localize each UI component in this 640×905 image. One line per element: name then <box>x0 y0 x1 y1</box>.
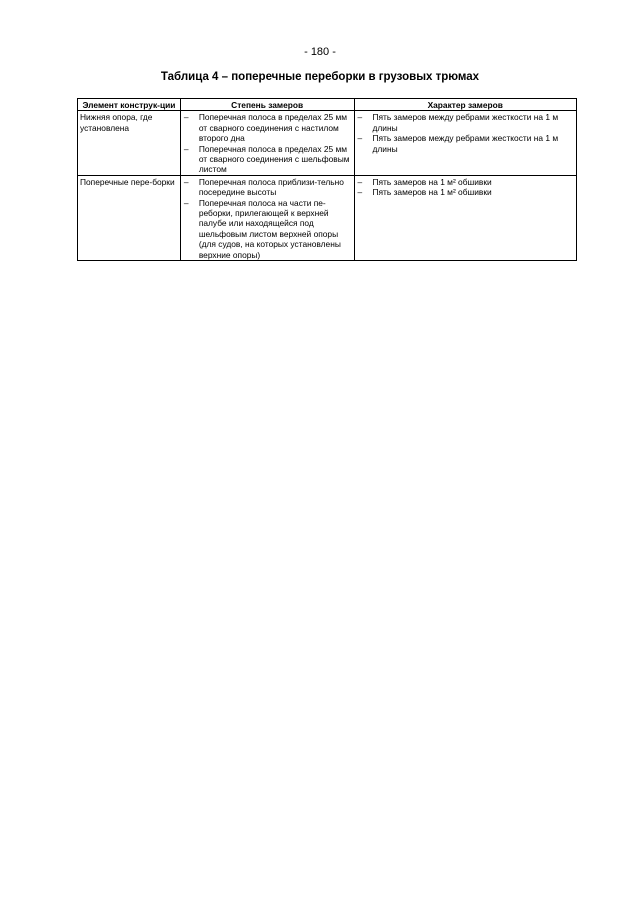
list-item <box>357 187 575 197</box>
table-row <box>78 111 577 175</box>
cell-degree <box>180 175 354 260</box>
column-header-element: Элемент конструк-ции <box>78 99 181 111</box>
list-item <box>357 133 575 154</box>
character-list <box>357 177 575 198</box>
column-header-character: Характер замеров <box>354 99 577 111</box>
column-header-degree: Степень замеров <box>180 99 354 111</box>
cell-element <box>78 175 181 260</box>
table-row <box>78 175 577 260</box>
list-item <box>183 144 352 175</box>
list-item <box>357 177 575 187</box>
list-item-text: Поперечная полоса в пределах 25 мм от сварного соединения с настилом второго дна <box>198 112 347 144</box>
table-title: Таблица 4 – поперечные переборки в грузовых трюмах <box>160 71 480 83</box>
list-item-text: Пять замеров между ребрами жесткости на 1 м длины <box>372 112 559 133</box>
dash-bullet: – <box>183 197 189 208</box>
dash-bullet: – <box>357 112 363 123</box>
character-list <box>357 112 575 154</box>
list-item <box>357 112 575 133</box>
list-item <box>183 198 352 260</box>
cell-element <box>78 111 181 175</box>
table-header-row <box>78 99 577 111</box>
dash-bullet: – <box>357 133 363 144</box>
list-item-text: Поперечная полоса приблизи-тельно посередине высоты <box>198 176 344 198</box>
degree-list <box>183 112 352 174</box>
dash-bullet: – <box>357 187 363 198</box>
cell-degree <box>180 111 354 175</box>
dash-bullet: – <box>357 176 363 187</box>
page-number: - 180 - <box>304 46 336 58</box>
dash-bullet: – <box>183 176 189 187</box>
element-text: Нижняя опора, где установлена <box>80 112 153 133</box>
list-item-text: Поперечная полоса в пределах 25 мм от сварного соединения с шельфовым листом <box>198 143 350 175</box>
cell-character <box>354 175 577 260</box>
list-item <box>183 177 352 198</box>
element-text: Поперечные пере-борки <box>80 176 175 187</box>
degree-list <box>183 177 352 260</box>
cell-character <box>354 111 577 175</box>
measurements-table <box>77 98 577 261</box>
dash-bullet: – <box>183 112 189 123</box>
list-item-text: Пять замеров на 1 м² обшивки <box>372 187 492 198</box>
dash-bullet: – <box>183 143 189 154</box>
list-item-text: Пять замеров между ребрами жесткости на 1 м длины <box>372 133 559 154</box>
list-item-text: Поперечная полоса на части пе-реборки, прилегающей к верхней палубе или находящейся под шельфовым листом верхней опоры (для судов, на которых установлены верхние опоры) <box>198 197 341 260</box>
list-item-text: Пять замеров на 1 м² обшивки <box>372 176 492 187</box>
list-item <box>183 112 352 143</box>
